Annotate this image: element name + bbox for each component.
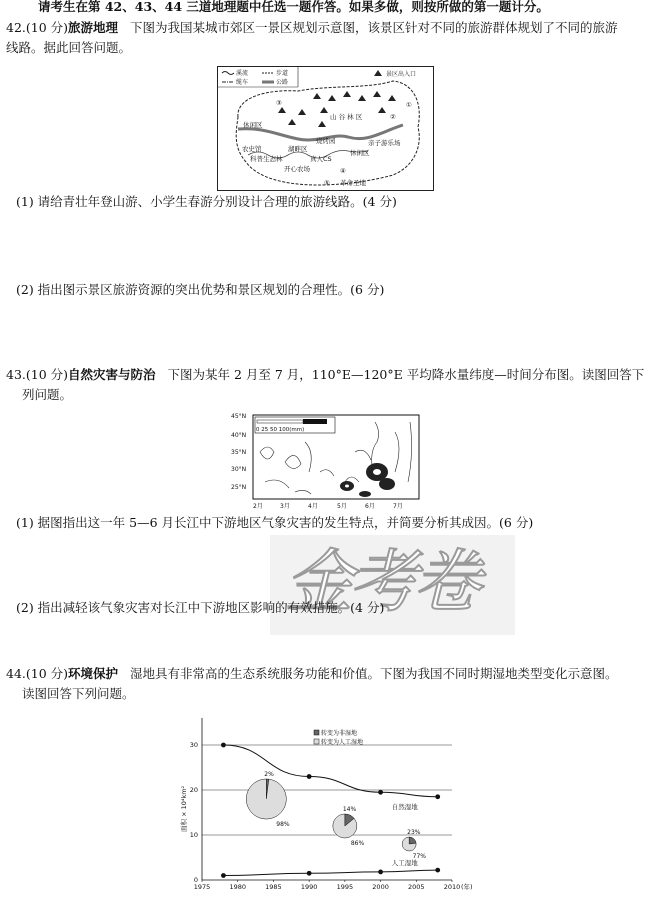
q42-stem-line1: 下图为我国某城市郊区一景区规划示意图，该景区针对不同的旅游群体规划了不同的旅游 [129, 20, 618, 35]
watermark-text: 金考卷 [285, 543, 478, 622]
q42-sub2: (2) 指出图示景区旅游资源的突出优势和景区规划的合理性。(6 分) [16, 282, 385, 297]
series-label-1: 人工湿地 [391, 859, 418, 868]
y-tick-10: 10 [189, 831, 198, 839]
map-label-science-forest: 科普生态林 [250, 155, 283, 163]
x-tick-2010: 2010 [443, 883, 461, 891]
x-tick-2005: 2005 [408, 883, 425, 891]
legend-entrance: 景区出入口 [386, 71, 417, 78]
map-marker-4: ④ [340, 167, 346, 175]
legend-nonwetland: 转变为非湿地 [321, 730, 358, 737]
pie-1-label-0: 14% [342, 806, 357, 813]
map-label-cs: 真人CS [310, 155, 332, 163]
q44-stem-line2: 读图回答下列问题。 [22, 686, 135, 701]
x-tick-jun: 6月 [365, 503, 375, 510]
y-tick-30n: 30°N [231, 466, 247, 473]
q43-stem [6, 365, 646, 385]
q44-number: 44. [6, 666, 26, 681]
map-label-leisure-east: 休闲区 [350, 149, 370, 157]
y-tick-40n: 40°N [231, 432, 247, 439]
pie-2-slice-0 [409, 837, 416, 844]
q43-sub1: (1) 据图指出这一年 5—6 月长江中下游地区气象灾害的发生特点，并简要分析其成因。(6 分) [16, 515, 534, 530]
legend-swatch-nonwetland [314, 730, 319, 735]
legend-swatch-artificial [314, 739, 319, 744]
y-tick-20: 20 [189, 786, 198, 794]
scenic-area-map [217, 66, 434, 191]
x-tick-1980: 1980 [229, 883, 246, 891]
pie-2-label-0: 23% [407, 829, 421, 836]
legend-road: 公路 [276, 79, 289, 86]
map-marker-2: ② [390, 113, 396, 121]
pie-0-slice-1 [246, 779, 286, 819]
x-tick-1975: 1975 [193, 883, 211, 891]
x-tick-apr: 4月 [308, 503, 318, 510]
y-tick-30: 30 [189, 741, 198, 749]
y-tick-0: 0 [193, 876, 198, 884]
legend-stream: 溪流 [236, 70, 249, 77]
pie-0-label-1: 98% [276, 821, 290, 828]
x-tick-may: 5月 [337, 503, 347, 510]
wetland-change-chart [180, 712, 480, 894]
x-tick-jul: 7月 [393, 503, 403, 510]
x-axis-label: (年) [461, 883, 473, 891]
q44-topic: 环境保护 [68, 666, 119, 681]
q44-stem [6, 664, 646, 684]
map-label-playground: 亲子游乐场 [368, 139, 401, 147]
map-label-farm-history: 农史馆 [242, 145, 262, 153]
series-1-point-3 [435, 868, 440, 873]
legend-trail: 步道 [276, 70, 289, 77]
q43-stem-line1: 下图为某年 2 月至 7 月，110°E—120°E 平均降水量纬度—时间分布图。读图回答下 [167, 367, 645, 382]
series-line-1 [223, 870, 437, 875]
x-tick-mar: 3月 [280, 503, 290, 510]
map-marker-5: ⑤ [324, 179, 330, 187]
x-tick-1985: 1985 [265, 883, 282, 891]
q42-number: 42. [6, 20, 26, 35]
x-tick-1995: 1995 [336, 883, 354, 891]
series-0-point-1 [307, 774, 312, 779]
pie-1-label-1: 86% [350, 840, 365, 847]
map-marker-3: ③ [276, 99, 282, 107]
series-1-point-1 [307, 871, 312, 876]
series-1-point-0 [221, 873, 226, 878]
q42-sub1: (1) 请给青壮年登山游、小学生春游分别设计合理的旅游线路。(4 分) [16, 194, 397, 209]
series-0-point-2 [378, 790, 383, 795]
q44-stem-line1: 湿地具有非常高的生态系统服务功能和价值。下图为我国不同时期湿地类型变化示意图。 [129, 666, 618, 681]
y-axis-label: 面积 × 10⁴km² [180, 785, 188, 832]
q43-number: 43. [6, 367, 26, 382]
legend-artificial: 转变为人工湿地 [321, 739, 364, 746]
pie-2-label-1: 77% [412, 853, 426, 860]
map-label-lakeside: 湖畔区 [288, 145, 308, 153]
q42-stem [6, 18, 646, 38]
q42-stem-line2: 线路。据此回答问题。 [6, 40, 132, 55]
y-tick-25n: 25°N [231, 484, 247, 491]
map-marker-1: ① [406, 101, 412, 109]
q43-sub2: (2) 指出减轻该气象灾害对长江中下游地区影响的有效措施。(4 分) [16, 600, 385, 615]
map-label-valley-forest: 山 谷 林 区 [330, 113, 363, 121]
q43-stem-line2: 列问题。 [22, 387, 73, 402]
q42-topic: 旅游地理 [68, 20, 119, 35]
map-label-bbq: 烧烤园 [316, 137, 336, 145]
x-tick-2000: 2000 [372, 883, 389, 891]
x-tick-1990: 1990 [300, 883, 318, 891]
precip-scale-label: 0 25 50 100(mm) [256, 427, 305, 433]
map-label-leisure-west: 休闲区 [243, 121, 263, 129]
legend-cablecar: 缆车 [236, 79, 249, 86]
series-0-point-3 [435, 794, 440, 799]
q42-score: (10 分) [25, 20, 69, 35]
y-tick-35n: 35°N [231, 449, 247, 456]
q43-score: (10 分) [25, 367, 69, 382]
series-0-point-0 [221, 743, 226, 748]
pie-0-label-0: 2% [264, 771, 274, 778]
x-tick-feb: 2月 [253, 503, 263, 510]
precipitation-latitude-time-chart [225, 412, 430, 512]
map-label-revolution-site: 革命圣地 [340, 179, 366, 187]
q44-score: (10 分) [25, 666, 69, 681]
map-label-happy-farm: 开心农场 [284, 165, 310, 173]
y-tick-45n: 45°N [231, 413, 247, 420]
exam-instruction: 请考生在第 42、43、44 三道地理题中任选一题作答。如果多做，则按所做的第一题计分。 [38, 0, 549, 14]
series-1-point-2 [378, 870, 383, 875]
q43-topic: 自然灾害与防治 [68, 367, 156, 382]
series-label-0: 自然湿地 [391, 802, 418, 811]
